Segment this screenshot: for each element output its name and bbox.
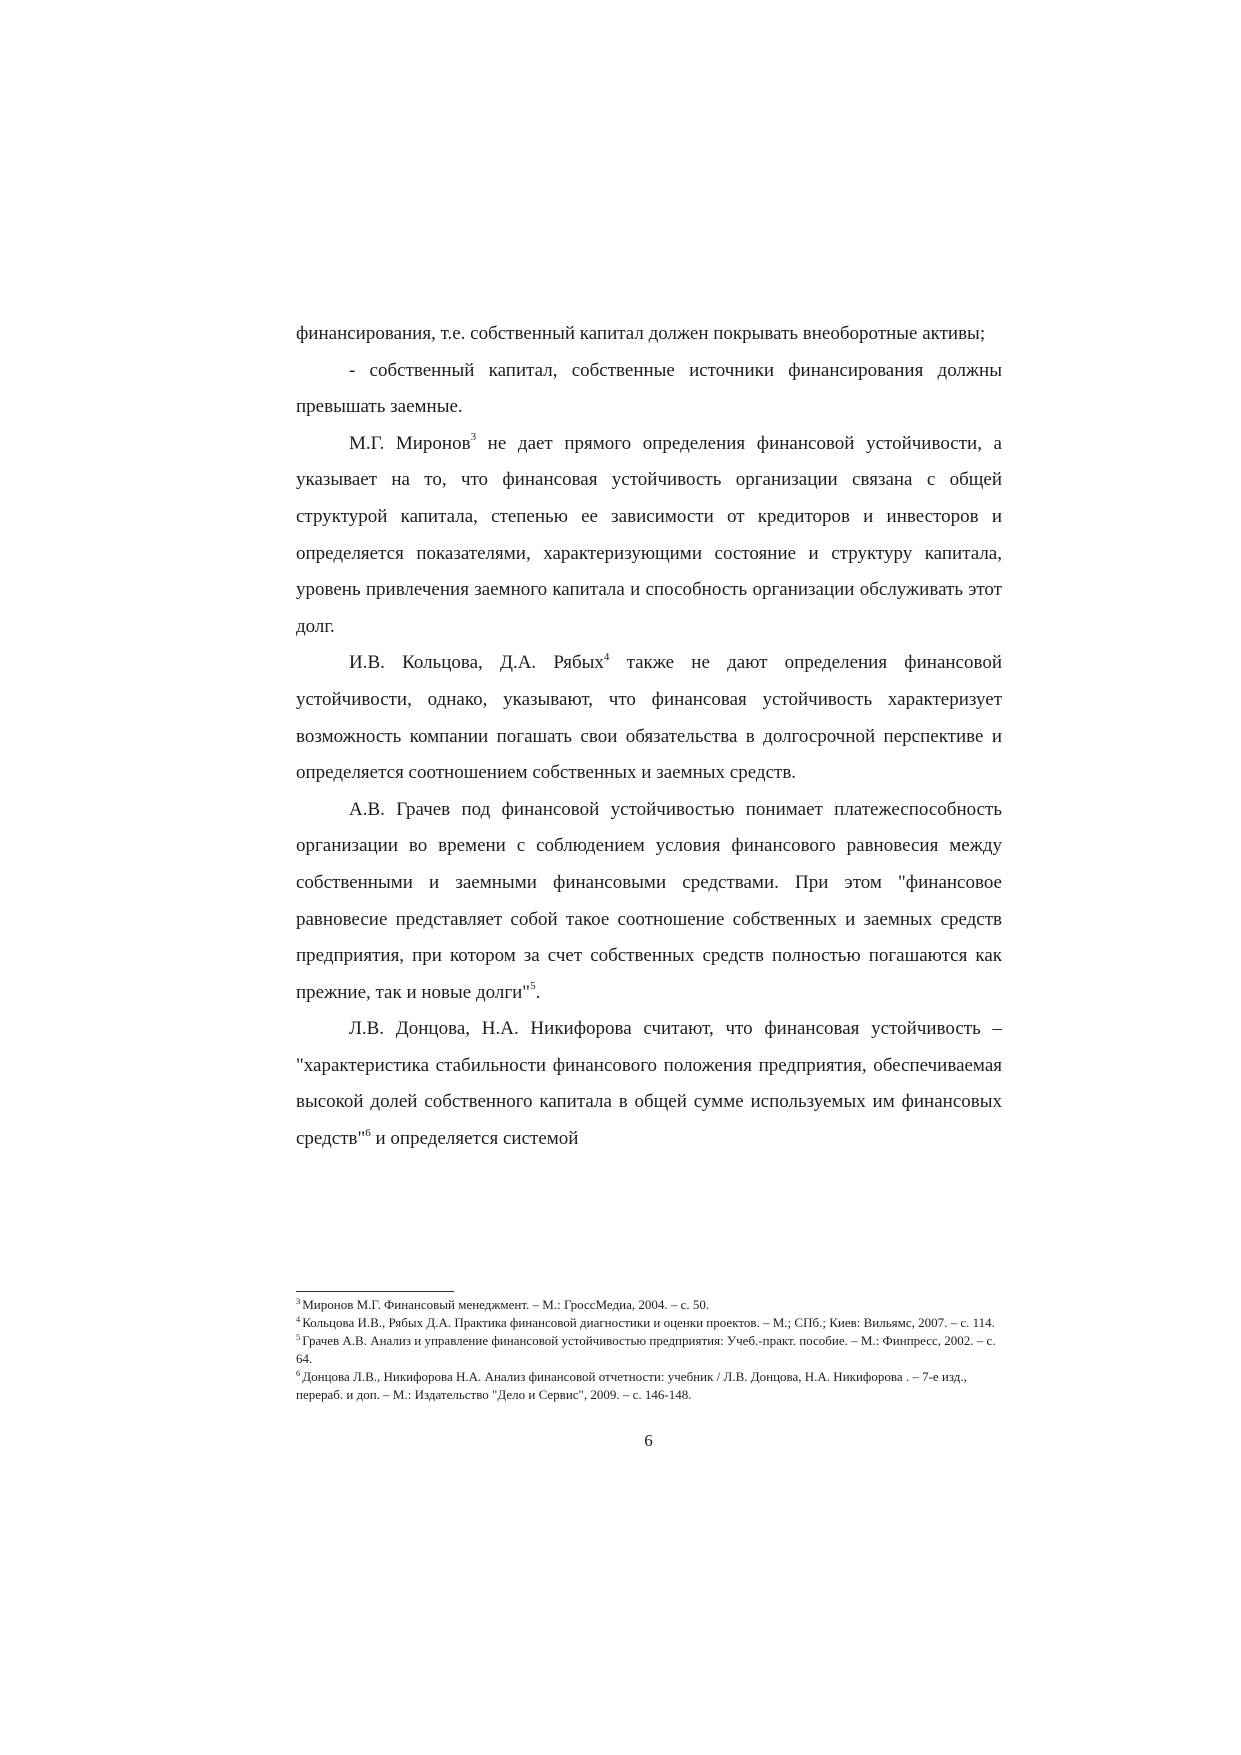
footnote-text: Грачев А.В. Анализ и управление финансовой устойчивостью предприятия: Учеб.-практ. пособие. – М.: Финпресс, 2002. – с. 64. xyxy=(296,1333,996,1366)
footnote-text: Кольцова И.В., Рябых Д.А. Практика финансовой диагностики и оценки проектов. – М.; СПб.; Киев: Вильямс, 2007. – с. 114. xyxy=(302,1315,995,1330)
paragraph-text: А.В. Грачев под финансовой устойчивостью понимает платежеспособность организации во времени с соблюдением условия финансового равновесия между собственными и заемными финансовыми средствами. При этом "финансовое равновесие представляет собой такое соотношение собственных и заемных средств предприятия, при котором за счет собственных средств полностью погашаются как прежние, так и новые долги" xyxy=(296,798,1002,1003)
footnote-number: 5 xyxy=(296,1331,301,1342)
paragraph-text: Л.В. Донцова, Н.А. Никифорова считают, что финансовая устойчивость – "характеристика стабильности финансового положения предприятия, обеспечиваемая высокой долей собственного капитала в общей сумме используемых им финансовых средств" xyxy=(296,1018,1002,1150)
paragraph-text: и определяется системой xyxy=(370,1128,579,1150)
paragraph-text: М.Г. Миронов xyxy=(349,432,471,454)
footnote xyxy=(296,1332,1002,1368)
paragraph-text: И.В. Кольцова, Д.А. Рябых xyxy=(349,652,604,674)
footnote-text: Миронов М.Г. Финансовый менеджмент. – М.: ГроссМедиа, 2004. – с. 50. xyxy=(302,1297,710,1312)
paragraph-text: также не дают определения финансовой устойчивости, однако, указывают, что финансовая устойчивость характеризует возможность компании погашать свои обязательства в долгосрочной перспективе и определяется соотношением собственных и заемных средств. xyxy=(296,652,1002,784)
paragraph-text: финансирования, т.е. собственный капитал должен покрывать внеоборотные активы; xyxy=(296,323,986,344)
paragraph-text: . xyxy=(535,981,541,1003)
paragraph-text: - собственный капитал, собственные источники финансирования должны превышать заемные. xyxy=(296,359,1002,418)
paragraph xyxy=(296,316,1002,353)
footnote-reference: 5 xyxy=(530,980,536,993)
footnote xyxy=(296,1314,1002,1332)
paragraph xyxy=(296,1011,1002,1157)
footnote-text: Донцова Л.В., Никифорова Н.А. Анализ финансовой отчетности: учебник / Л.В. Донцова, Н.А. Никифорова . – 7-е изд., перераб. и доп. – М.: Издательство "Дело и Сервис", 2009. – с. 146-148. xyxy=(296,1369,967,1402)
footnote-number: 4 xyxy=(296,1313,301,1324)
paragraph xyxy=(296,645,1002,791)
footnote-number: 3 xyxy=(296,1295,301,1306)
footnote xyxy=(296,1368,1002,1404)
paragraph xyxy=(296,792,1002,1012)
footnote-reference: 4 xyxy=(603,651,610,664)
paragraph-text: не дает прямого определения финансовой устойчивости, а указывает на то, что финансовая устойчивость организации связана с общей структурой капитала, степенью ее зависимости от кредиторов и инвесторов и определяется показателями, характеризующими состояние и структуру капитала, уровень привлечения заемного капитала и способность организации обслуживать этот долг. xyxy=(296,432,1002,637)
main-text xyxy=(296,316,1002,1158)
footnote-reference: 6 xyxy=(365,1126,371,1139)
page-number: 6 xyxy=(644,1431,653,1450)
footnote xyxy=(296,1296,1002,1314)
footnote-reference: 3 xyxy=(470,431,477,444)
footnote-separator xyxy=(296,1291,454,1292)
paragraph xyxy=(296,353,1002,426)
footnote-number: 6 xyxy=(296,1367,301,1378)
footnotes xyxy=(296,1296,1002,1404)
paragraph xyxy=(296,426,1002,646)
